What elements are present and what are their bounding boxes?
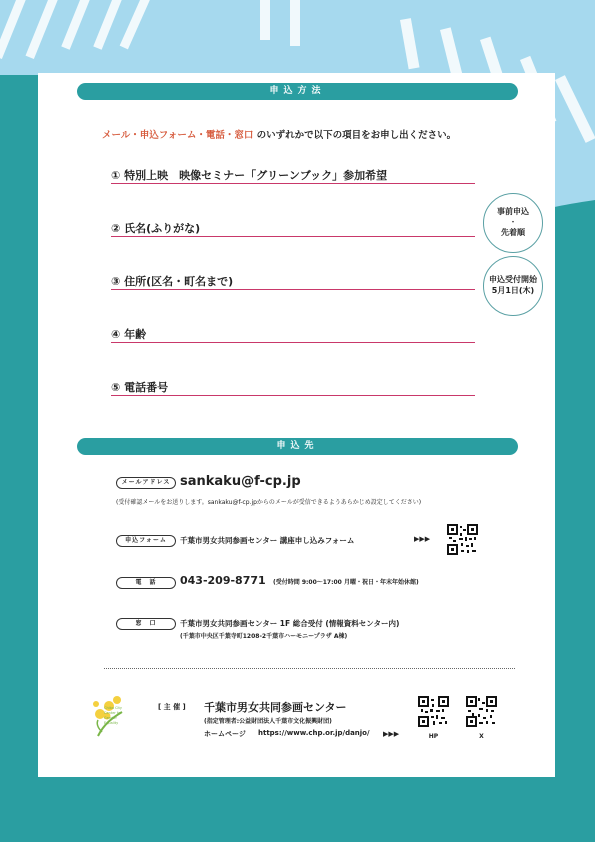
section-header-application-destination: 申込先 — [77, 438, 518, 455]
badge-line: 5月1日(木) — [491, 286, 535, 295]
phone-label: 電 話 — [116, 577, 176, 589]
host-name: 千葉市男女共同参画センター — [204, 701, 347, 714]
intro-text — [102, 127, 456, 141]
homepage-url[interactable]: https://www.chp.or.jp/danjo/ — [258, 729, 370, 737]
qr-code-hp-icon[interactable] — [418, 696, 449, 727]
phone-number[interactable]: 043-209-8771 — [180, 574, 266, 587]
window-address: (千葉市中央区千葉寺町1208-2千葉市ハーモニープラザ A棟) — [180, 633, 348, 640]
arrow-icon: ▶▶▶ — [414, 535, 431, 543]
badge-advance-registration — [483, 193, 543, 253]
intro-methods: メール・申込フォーム・電話・窓口 — [102, 130, 254, 141]
logo-text-line: Chiba City — [104, 706, 122, 710]
window-label: 窓 口 — [116, 618, 176, 630]
email-label: メールアドレス — [116, 477, 176, 489]
badge-application-start — [483, 256, 543, 316]
email-address[interactable]: sankaku@f-cp.jp — [180, 474, 301, 489]
qr-label-x: X — [479, 733, 484, 740]
host-label: [ 主 催 ] — [158, 703, 186, 711]
required-item-5: ⑤ 電話番号 — [111, 379, 475, 396]
email-note: (受付確認メールをお送りします。sankaku@f-cp.jpからのメールが受信できるようあらかじめ設定してください) — [116, 499, 422, 506]
required-item-4: ④ 年齢 — [111, 326, 475, 343]
form-name[interactable]: 千葉市男女共同参画センター 講座申し込みフォーム — [180, 536, 355, 545]
badge-line: 申込受付開始 — [489, 275, 537, 285]
qr-label-hp: HP — [428, 733, 439, 740]
phone-hours: (受付時間 9:00～17:00 月曜・祝日・年末年始休館) — [273, 579, 419, 586]
intro-rest: のいずれかで以下の項目をお申し出ください。 — [253, 130, 457, 141]
required-item-3: ③ 住所(区名・町名まで) — [111, 273, 475, 290]
logo-text-line: Equality — [104, 721, 119, 725]
badge-line: ・ — [509, 218, 517, 227]
qr-code-x-icon[interactable] — [466, 696, 497, 727]
logo-text-line: Gender — [104, 716, 117, 720]
badge-line: 先着順 — [501, 227, 525, 237]
divider — [104, 668, 515, 669]
logo-text-line: Center for — [104, 711, 122, 715]
logo-text — [104, 706, 134, 726]
window-location: 千葉市男女共同参画センター 1F 総合受付 (情報資料センター内) — [180, 619, 400, 628]
badge-line: 事前申込 — [497, 207, 529, 217]
qr-code-icon[interactable] — [447, 524, 478, 555]
section-header-application-method: 申込方法 — [77, 83, 518, 100]
required-item-2: ② 氏名(ふりがな) — [111, 220, 475, 237]
form-label: 申込フォーム — [116, 535, 176, 547]
homepage-label: ホームページ — [204, 730, 246, 738]
required-item-1: ① 特別上映 映像セミナー「グリーンブック」参加希望 — [111, 167, 475, 184]
manager-text: (指定管理者:公益財団法人千葉市文化振興財団) — [204, 718, 332, 725]
arrow-icon: ▶▶▶ — [383, 730, 400, 738]
